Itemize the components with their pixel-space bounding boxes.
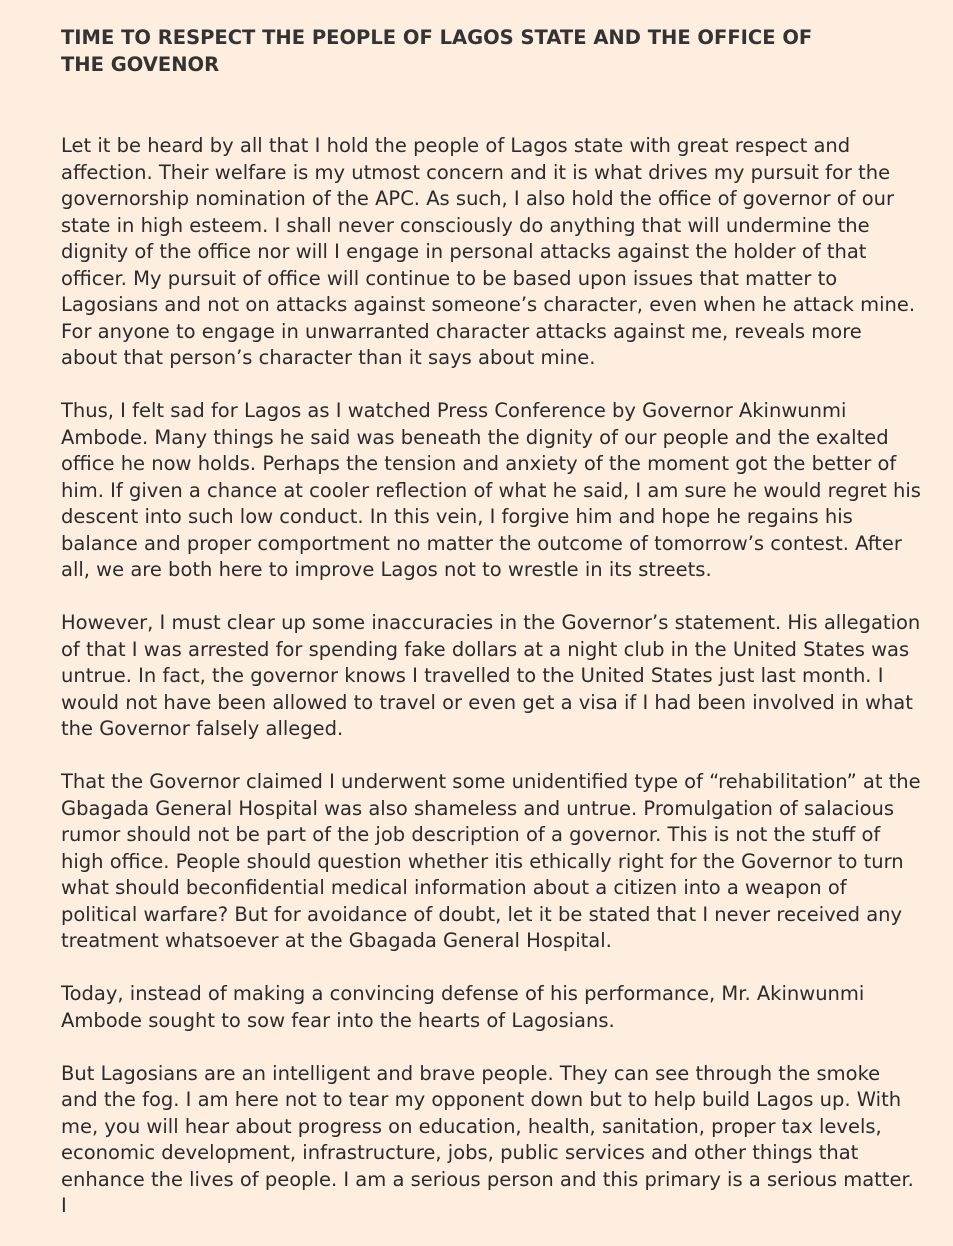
paragraph-2: Thus, I felt sad for Lagos as I watched Press Conference by Governor Akinwunmi Ambode. Many things he said was beneath the dignity of our people and the exalted office he now holds. Perhaps the tension and anxiety of the moment got the better of him. If given a chance at cooler reflection of what he said, I am sure he would regret his descent into such low conduct. In this vein, I forgive him and hope he regains his balance and proper comportment no matter the outcome of tomorrow’s contest. After all, we are both here to improve Lagos not to wrestle in its streets. <box>61 399 921 581</box>
document-page <box>61 24 921 1246</box>
document-title: TIME TO RESPECT THE PEOPLE OF LAGOS STATE AND THE OFFICE OF THE GOVENOR <box>61 26 813 76</box>
paragraph-3: However, I must clear up some inaccuracies in the Governor’s statement. His allegation of that I was arrested for spending fake dollars at a night club in the United States was untrue. In fact, the governor knows I travelled to the United States just last month. I would not have been allowed to travel or even get a visa if I had been involved in what the Governor falsely alleged. <box>61 611 921 740</box>
paragraph-5: Today, instead of making a convincing defense of his performance, Mr. Akinwunmi Ambode sought to sow fear into the hearts of Lagosians. <box>61 982 865 1032</box>
paragraph-6: But Lagosians are an intelligent and brave people. They can see through the smoke and the fog. I am here not to tear my opponent down but to help build Lagos up. With me, you will hear about progress on education, health, sanitation, proper tax levels, economic development, infrastructure, jobs, public services and other things that enhance the lives of people. I am a serious person and this primary is a serious matter. I <box>61 1061 914 1217</box>
paragraph-1: Let it be heard by all that I hold the people of Lagos state with great respect and affection. Their welfare is my utmost concern and it is what drives my pursuit for the governorship nomination of the APC. As such, I also hold the office of governor of our state in high esteem. I shall never consciously do anything that will undermine the dignity of the office nor will I engage in personal attacks against the holder of that officer. My pursuit of office will continue to be based upon issues that matter to Lagosians and not on attacks against someone’s character, even when he attack mine. For anyone to engage in unwarranted character attacks against me, reveals more about that person’s character than it says about mine. <box>61 134 916 369</box>
paragraph-4: That the Governor claimed I underwent some unidentified type of “rehabilitation” at the Gbagada General Hospital was also shameless and untrue. Promulgation of salacious rumor should not be part of the job description of a governor. This is not the stuff of high office. People should question whether itis ethically right for the Governor to turn what should beconfidential medical information about a citizen into a weapon of political warfare? But for avoidance of doubt, let it be stated that I never received any treatment whatsoever at the Gbagada General Hospital. <box>61 770 921 952</box>
